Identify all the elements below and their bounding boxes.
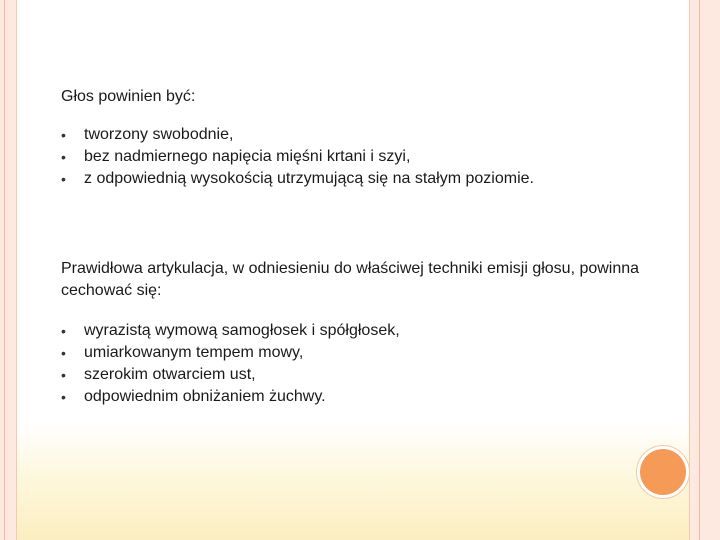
bullet-icon: • bbox=[61, 389, 66, 405]
list-item-text: umiarkowanym tempem mowy, bbox=[84, 344, 304, 361]
section2-heading: Prawidłowa artykulacja, w odniesieniu do właściwej techniki emisji głosu, powinna cechować się: bbox=[61, 260, 640, 299]
list-item bbox=[61, 386, 400, 408]
bullet-icon: • bbox=[61, 323, 66, 339]
left-decorative-edge bbox=[0, 0, 17, 540]
decorative-circle-icon bbox=[640, 449, 686, 495]
right-edge-line bbox=[699, 0, 700, 540]
bullet-icon: • bbox=[61, 127, 66, 143]
list-item-text: bez nadmiernego napięcia mięśni krtani i szyi, bbox=[84, 148, 411, 165]
list-item bbox=[61, 364, 400, 386]
bullet-icon: • bbox=[61, 171, 66, 187]
right-decorative-edge bbox=[689, 0, 720, 540]
bullet-icon: • bbox=[61, 367, 66, 383]
list-item bbox=[61, 320, 400, 342]
list-item bbox=[61, 146, 534, 168]
left-edge-line bbox=[4, 0, 5, 540]
list-item-text: tworzony swobodnie, bbox=[84, 126, 234, 143]
list-item-text: z odpowiednią wysokością utrzymującą się na stałym poziomie. bbox=[84, 170, 534, 187]
list-item-text: odpowiednim obniżaniem żuchwy. bbox=[84, 388, 326, 405]
list-item-text: szerokim otwarciem ust, bbox=[84, 366, 256, 383]
list-item bbox=[61, 168, 534, 190]
list-item bbox=[61, 124, 534, 146]
section1-list bbox=[61, 124, 534, 190]
list-item-text: wyrazistą wymową samogłosek i spółgłosek, bbox=[84, 322, 400, 339]
section2-list bbox=[61, 320, 400, 408]
section1-heading: Głos powinien być: bbox=[61, 88, 196, 105]
bullet-icon: • bbox=[61, 149, 66, 165]
list-item bbox=[61, 342, 400, 364]
bullet-icon: • bbox=[61, 345, 66, 361]
